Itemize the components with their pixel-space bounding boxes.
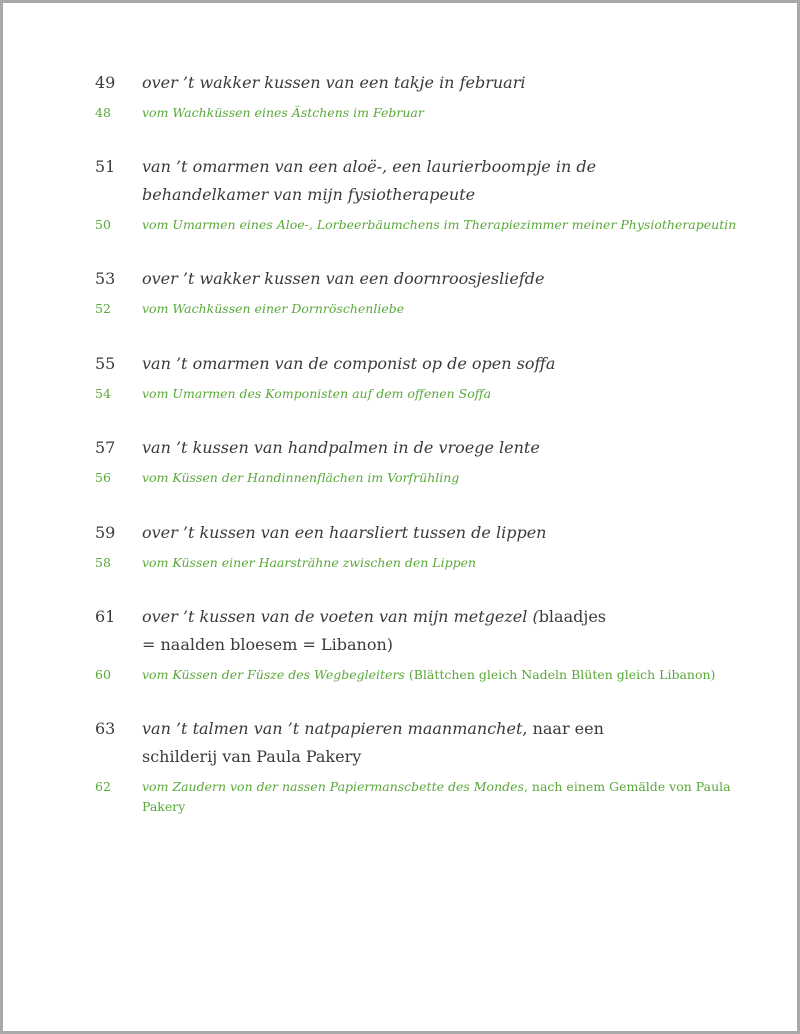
german-line (3, 553, 763, 573)
dutch-line (3, 265, 763, 293)
dutch-page-number: 63 (95, 719, 116, 738)
dutch-title: over ’t wakker kussen van een takje in februari (142, 73, 526, 92)
german-page-number: 56 (95, 470, 111, 485)
dutch-title: over ’t kussen van de voeten van mijn metgezel ( (142, 607, 539, 626)
dutch-line (3, 519, 763, 547)
dutch-page-number: 49 (95, 73, 116, 92)
german-line (3, 215, 763, 235)
entry-63 (3, 715, 763, 817)
german-title: vom Küssen einer Haarsträhne zwischen den Lippen (142, 555, 477, 570)
german-title: vom Zaudern von der nassen Papiermanscbette des Mondes (142, 779, 524, 794)
dutch-line (3, 69, 763, 97)
entry-61 (3, 603, 763, 685)
dutch-page-number: 55 (95, 354, 116, 373)
dutch-line (3, 350, 763, 378)
dutch-line (3, 434, 763, 462)
dutch-title: van ’t kussen van handpalmen in de vroege lente (142, 438, 540, 457)
german-line (3, 299, 763, 319)
entry-59 (3, 519, 763, 573)
dutch-title-plain: , naar een schilderij van Paula Pakery (142, 719, 604, 766)
german-line (3, 665, 763, 685)
dutch-title: over ’t kussen van een haarsliert tussen de lippen (142, 523, 547, 542)
german-line (3, 103, 763, 123)
german-line (3, 384, 763, 404)
dutch-title: van ’t talmen van ’t natpapieren maanmanchet (142, 719, 523, 738)
german-title-plain: , nach einem Gemälde von Paula Pakery (142, 779, 731, 814)
dutch-title: over ’t wakker kussen van een doornroosjesliefde (142, 269, 545, 288)
dutch-line (3, 715, 763, 771)
german-title: vom Umarmen des Komponisten auf dem offenen Soffa (142, 386, 492, 401)
german-title: vom Küssen der Handinnenflächen im Vorfrühling (142, 470, 460, 485)
entry-49 (3, 69, 763, 123)
dutch-title-plain: blaadjes = naalden bloesem = Libanon) (142, 607, 607, 654)
dutch-page-number: 53 (95, 269, 116, 288)
german-title: vom Küssen der Füsze des Wegbegleiters (142, 667, 405, 682)
german-page-number: 48 (95, 105, 111, 120)
entry-57 (3, 434, 763, 488)
dutch-title: van ’t omarmen van een aloë-, een laurierboompje in de behandelkamer van mijn fysiotherapeute (142, 157, 597, 204)
entry-53 (3, 265, 763, 319)
german-title: vom Wachküssen einer Dornröschenliebe (142, 301, 405, 316)
german-page-number: 50 (95, 217, 111, 232)
dutch-page-number: 51 (95, 157, 116, 176)
dutch-line (3, 153, 763, 209)
dutch-line (3, 603, 763, 659)
dutch-page-number: 59 (95, 523, 116, 542)
german-title: vom Umarmen eines Aloe-, Lorbeerbäumchens im Therapiezimmer meiner Physiotherapeutin (142, 217, 737, 232)
dutch-page-number: 57 (95, 438, 116, 457)
entry-51 (3, 153, 763, 235)
german-page-number: 54 (95, 386, 111, 401)
german-page-number: 58 (95, 555, 111, 570)
dutch-title: van ’t omarmen van de componist op de open soffa (142, 354, 556, 373)
entry-55 (3, 350, 763, 404)
german-page-number: 62 (95, 779, 111, 794)
german-title: vom Wachküssen eines Ästchens im Februar (142, 105, 424, 120)
german-page-number: 52 (95, 301, 111, 316)
dutch-page-number: 61 (95, 607, 116, 626)
german-title-plain: (Blättchen gleich Nadeln Blüten gleich Libanon) (404, 667, 716, 682)
german-line (3, 468, 763, 488)
german-page-number: 60 (95, 667, 111, 682)
german-line (3, 777, 763, 817)
